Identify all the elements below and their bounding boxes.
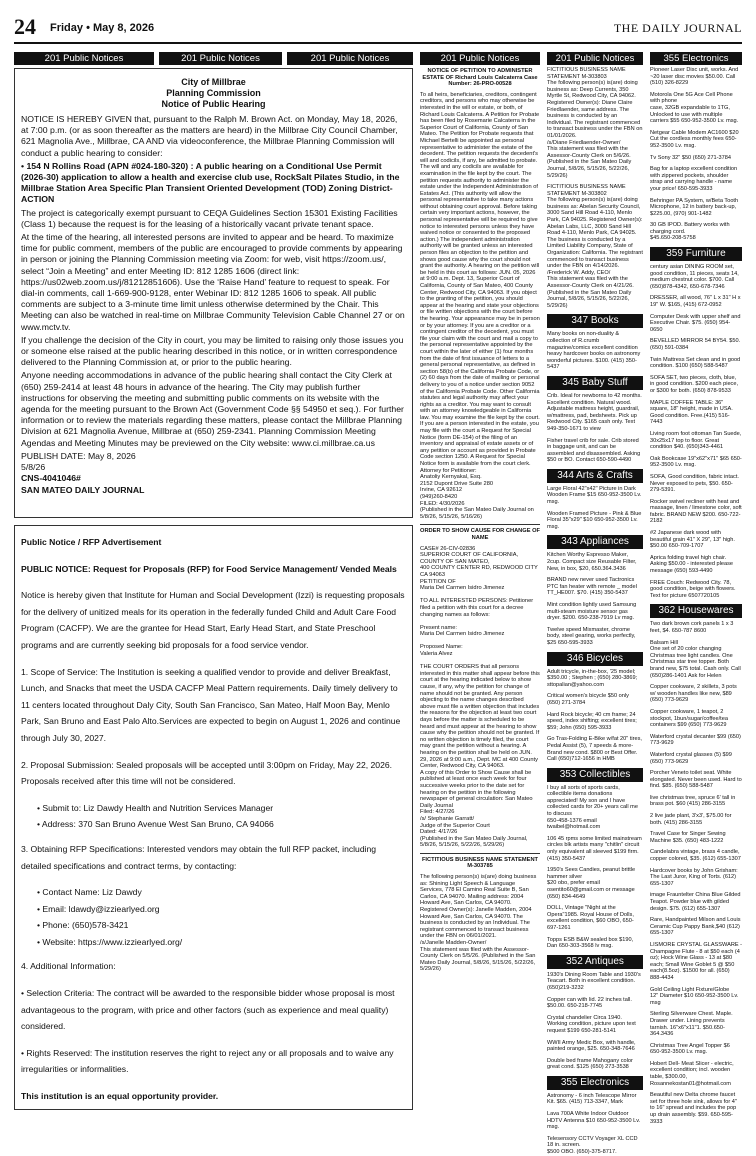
publish-date: PUBLISH DATE: May 8, 2026	[21, 450, 136, 461]
classified-ad: Aprica folding travel high chair. Asking $50.00 - interested please message (650) 593-4490	[650, 554, 734, 575]
notice-publication: SAN MATEO DAILY JOURNAL	[21, 484, 145, 495]
classified-ad: Go Tras-Folding E-Bike w/fat 20" tires, Pedal Assist (5), 7 speeds & more-Brand new cond. $800 or Best Offer. Call (650)712-1656 in HMB	[547, 736, 642, 763]
classified-ad: Pioneer Laser Disc unit, works. And ~20 laser disc movies $50.00. Call (510) 326-8229	[650, 67, 739, 87]
classified-ad: Twelve speed Mixmaster, chrome body, steel gearing, works perfectly, $25 650-595-3933	[547, 626, 636, 646]
classified-ad: Lava 700A White Indoor Outdoor HDTV Antenna $10 650-952-3500 Lv. msg.	[547, 1111, 641, 1131]
section-header: 362 Housewares	[650, 604, 742, 618]
classified-ad: Netgear Cable Modem AC1600 $20 Cut the cordless monthly fees 650-952-3500 Lv. msg.	[650, 129, 739, 149]
notice-code: CNS-4041046#	[21, 473, 81, 484]
classified-ad: 30 GB IPOD. Battery works with charging cord. $45.650-208-5758	[650, 222, 730, 242]
classified-ad: SOFA, Good condition, fabric intact. Never exposed to pets, $50. 650-279-5391.	[650, 473, 739, 494]
classified-ad: BRAND new never used Tactronics PTC fan heater with remote _ model TT_HE007. $70. (415) 350-5437	[547, 577, 637, 597]
classified-ad: Tv Sony 32" $50 (650) 271-3784	[650, 154, 731, 161]
rfp-contact-name: • Contact Name: Liz Dawdy	[37, 887, 142, 898]
page-date: Friday • May 8, 2026	[50, 22, 155, 34]
rfp-paragraph: 2. Proposal Submission: Sealed proposals will be accepted until 3:00pm on Friday, May 22, 2026. Proposals received after this time will not be considered.	[21, 759, 393, 787]
furniture-ads	[650, 264, 742, 599]
planning-commission-notice	[14, 68, 413, 518]
notice-heading: City of Millbrae	[181, 77, 246, 87]
notice-body: CASE# 26-CIV-02836 SUPERIOR COURT OF CALIFORNIA, COUNTY OF SAN MATEO, 400 COUNTY CENTER RD, REDWOOD CITY CA 94063 PETITION OF Maria Del Carmen Isidro Jimenez TO ALL INTERESTED PERSONS: Petitioner filed a petition with this court for a decree changing names as follows: Present name: Maria Del Carmen Isidro Jimenez Proposed Name: Valeria Alvez THE COURT ORDERS that all persons interested in this matter shall appear before this court at the hearing indicated below to show cause, if any, why the petition for change of name should not be granted. Any person objecting to the name changes described above must file a written objection that includes the reasons for the objection at least two court days before the matter is scheduled to be heard and must appear at the hearing to show cause why the petition should not be granted. If no written objection is timely filed, the court may grant the petition without a hearing. A hearing on the petition shall be held on JUN. 29, 2026 at 9:00 a.m., Dept. MC at 400 County Center, Redwood City, CA 94063. A copy of this Order to Show Cause shall be published at least once each week for four successive weeks prior to the date set for hearing on the petition in the following newspaper of general circulation: San Mateo Daily Journal Filed: 4/27/26 /s/ Stephanie Garratt/ Judge of the Superior Court Dated: 4/17/26 (Published in the San Mateo Daily Journal, 5/8/26, 5/15/26, 5/22/26, 5/29/26)	[420, 545, 540, 849]
notice-body: The following person(s) is(are) doing business as: Shining Light Speech & Language Services, 778 El Camino Real Suite B, San Carlos, CA 94070. Mailing address: 2004 Howard Ave, San Carlos, CA 94070. Registered Owner(s): Janelle Madden, 2004 Howard Ave, San Carlos, CA 94070. The business is conducted by an Individual. The registrant commenced to transact business under the FBN on 06/01/2021. /s/Janelle Madden-Owner/ This statement was filed with the Assessor-County Clerk on 5/5/26. (Published in the San Mateo Daily Journal, 5/8/26, 5/15/26, 5/22/26, 5/29/26)	[420, 874, 537, 973]
classified-ad: century asian DINING ROOM set, good condition, 11 pieces, seats 14, medium chestnut color. $700. Call (650)878-4342, 650-678-7346	[650, 264, 739, 290]
page-number: 24	[14, 14, 36, 39]
classified-ad: Adult tricycle, in-the-box, '25 model; $350.00 ; Stephen ; (650) 280-3869; sttopalian@yahoo.com	[547, 668, 638, 688]
classified-ad: Kitchen Worthy Espresso Maker, 2cup. Compact size Reusable Filter, New, in box, $20, 650.364.3436	[547, 552, 637, 572]
notice-paragraph: If you challenge the decision of the City in court, you may be limited to raising only those issues you or someone else raised at the public hearing described in this notice, or in written correspondence delivered to the Planning Commission at, or prior to the public hearing.	[21, 334, 404, 368]
classified-ad: Candelabra vintage, brass 4 candle, copper colored, $35. (612) 655-1307	[650, 849, 741, 863]
publication-name: THE DAILY JOURNAL	[613, 21, 742, 35]
right-classifieds-column	[650, 52, 743, 1125]
column-header: 201 Public Notices	[547, 52, 643, 65]
classified-ad: MAPLE COFFEE TABLE: 36" square, 18" height, made in USA. Good condition. Free.(415) 516-7443	[650, 399, 733, 426]
classified-ad: Waterford crystal glasses (5) $99 (650) 773-9629	[650, 751, 732, 765]
rfp-notice	[14, 525, 413, 1110]
rfp-paragraph: • Selection Criteria: The contract will be awarded to the responsible bidder whose proposal is most advantageous to the program, with price and other factors (such as experience and meal quality) considered.	[21, 988, 395, 1032]
section-header: 355 Electronics	[547, 1076, 643, 1090]
classified-ad: image Frauntelter China Blue Gilded Teapot. Powder blue with gilded design. $75. (612) 655-1307	[650, 892, 741, 912]
classified-ad: Sterling Silverware Chest. Maple. Drawer under. Lining prevents tarnish. 16"x6"x11"1. $50.650-364.3436	[650, 1011, 733, 1038]
notice-paragraph: Anyone needing accommodations in advance of the public hearing shall contact the City Clerk at (650) 259-2414 at least 48 hours in advance of the hearing. The City may publish further instructions for observing the meeting and submitting public comments on its website with the agenda for the meeting pursuant to the Brown Act (Government Code §§ 54950 et seq.). For further information or to review the materials regarding these matters, please contact the Millbrae Planning Division at 621 Magnolia Avenue, Millbrae at (650) 259-2341. Planning Commission Meeting Agendas and Meeting Minutes may be previewed on the City website: www.ci.millbrae.ca.us	[21, 370, 404, 448]
classified-ad: Behringer PA System, w/Beta Tooth Microphone, 12 in battery back-up, $225.00, (970) 901-1482	[650, 197, 739, 217]
publish-date-short: 5/8/26	[21, 462, 46, 473]
classified-ad: Living room foot ottoman Tan Suede, 30x25x17 top to floor. Great condition $40. (650)343-4461	[650, 430, 742, 451]
rfp-paragraph: 1. Scope of Service: The Institution is seeking a qualified vendor to provide and deliver Breakfast, Lunch, and Snacks that meet the USDA CACFP Meal Pattern requirements. Daily timely delivery to 11 centers located throughout Daly City, South San Francisco, San Mateo, Half Moon Bay, Menlo Park, San Bruno and East Palo Alto.Services are expected to begin on August 1, 2026 and continue through July 30, 2027.	[21, 666, 401, 743]
section-header: 344 Arts & Crafts	[547, 469, 643, 483]
notice-body: To all heirs, beneficiaries, creditors, contingent creditors, and persons who may otherwise be interested in the will or estate, or both, of Richard Louis Calcaterra. A Petition for Probate has been filed by Rosemarie Calcaterra in the Superior Court of California, County of San Mateo. The Petition for Probate requests that Michael Bertelli be appointed as personal representative to administer the estate of the decedent. The petition requests the decedent's will and codicils, if any, be admitted to probate. The will and any codicils are available for examination in the file kept by the court. The petition requests authority to administer the estate under the Independent Administration of Estates Act. (This authority will allow the personal representative to take many actions without obtaining court approval. Before taking certain very important actions, however, the personal representative will be required to give notice to interested persons unless they have waived notice or consented to the proposed action.) The independent administration authority will be granted unless an interested person files an objection to the petition and shows good cause why the court should not grant the authority. A hearing on the petition will be held in this court as follows: JUN. 05, 2026 at 9:00 a.m. Dept. 13, Superior Court of California, County of San Mateo, 400 County Center, Redwood City, CA 94063. If you object to the granting of the petition, you should appear at the hearing and state your objections or file written objections with the court before the hearing. Your appearance may be in person or by your attorney. If you are a creditor or a contingent creditor of the decedent, you must file your claim with the court and mail a copy to the personal representative appointed by the court within the later of either (1) four months from the date of first issuance of letters to a general personal representative, as defined in section 58(b) of the California Probate Code, or (2) 60 days from the date of mailing or personal delivery to you of a notice under section 9052 of the California Probate Code. Other California statutes and legal authority may affect your rights as a creditor. You may want to consult with an attorney knowledgeable in California law. You may examine the file kept by the court. If you are a person interested in the estate, you may file with the court a Request for Special Notice (form DE-154) of the filing of an inventory and appraisal of estate assets or of any petition or account as provided in Probate Code section 1250. A Request for Special Notice form is available from the court clerk. Attorney for Petitioner: Anatoliy Kernyakal, Esq. 2152 Dupont Drive Suite 280 Irvine, CA 92612 (949)260-8420 FILED: 4/30/2026 (Published in the San Mateo Daily Journal on 5/8/26, 5/15/26, 5/16/26)	[420, 91, 540, 520]
column-header: 201 Public Notices	[287, 52, 413, 65]
housewares-ads	[650, 621, 742, 1125]
notice-paragraph: At the time of the hearing, all interested persons are invited to appear and be heard. To maximize time for public comment, members of the public are encouraged to provide comments by appearing in person or joining the Planning Commission meeting via Zoom: for web, visit https://zoom.us/, select “Join a Meeting” and enter Meeting ID: 812 1285 1606 (direct link: https://us02web.zoom.us/j/81212851606). Use the ‘Raise Hand’ feature to request to speak. For dial-in comments, call 1-669-900-9128, enter Webinar ID: 812 1285 1606 to speak. All public comments are subject to a 3-minute time limit unless otherwise determined by the Chair. This Meeting can also be watched in real-time on Millbrae Community Television Cable Channel 27 or on www.mctv.tv.	[21, 232, 405, 332]
classified-ad: Waterford crystal decanter $99 (650) 773-9629	[650, 733, 741, 747]
classified-ad: Topps ESB B&W sealed box $190, Dan 650-303-3568 lv msg.	[547, 936, 634, 950]
classified-ad: Large Floral 42"x42" Picture in Dark Wooden Frame $15 650-952-3500 Lv. msg.	[547, 485, 642, 506]
classified-ad: Rare, Handpainted Milson and Louis Ceramic Cup Pappy Bank,$40 (612) 655-1307	[650, 917, 741, 937]
classified-ad: Christmas Tree Angel Topper $6 650-952-3500 Lv. msg.	[650, 1042, 730, 1056]
notice-paragraph: NOTICE IS HEREBY GIVEN that, pursuant to the Ralph M. Brown Act. on Monday, May 18, 2026, at 7:00 p.m. (or as soon thereafter as the matters are heard) in the Millbrae City Council Chamber, 621 Magnolia Ave., Millbrae, CA AND via videoconference, the Millbrae Planning Commission will conduct a public hearing to consider:	[21, 114, 398, 158]
rfp-paragraph: • Rights Reserved: The institution reserves the right to reject any or all proposals and to waive any irregularities or informalities.	[21, 1047, 394, 1075]
notice-paragraph: The project is categorically exempt pursuant to CEQA Guidelines Section 15301 Existing Facilities (Class 1) because the request is for the leasing of a historically vacant private tenant space.	[21, 207, 398, 229]
rfp-subtitle: PUBLIC NOTICE: Request for Proposals (RFP) for Food Service Management/ Vended Meals	[21, 563, 397, 574]
classified-ad: Oak Bookcase 19"x62"x71" $65 650-952-3500 Lv. msg.	[650, 455, 742, 469]
classified-ad: Rocker swivel recliner with heat and massage, linen / limestone color, soft fabric. BRAND NEW $200. 650-722-2182	[650, 498, 742, 525]
classified-sections	[547, 314, 643, 1155]
classified-ad: Double bed frame Mahogany color great cond. $125 (650) 273-3538	[547, 1057, 633, 1071]
classified-ad: #2 Japanese dark wood with beautiful grain 41" X 29", 13" high. $50.00 650-709-1707	[650, 530, 735, 550]
classified-ad: Critical women's bicycle $50 only (650) 271-3784	[547, 693, 629, 706]
notice-paragraph: • 154 N Rollins Road (APN #024-180-320) : A public hearing on a Conditional Use Permit (2026-30) application to allow a health and exercise club use, RockSalt Pilates Studio, in the Millbrae Station Area Specific Plan Transient Oriented Development (TOD) Zoning District-ACTION	[21, 160, 400, 205]
classified-ad: Crib. Ideal for newborns to 42 months. Excellent condition. Natural wood. Adjustable mattress height, guardrail, w/mattress, pad, bedsheets. Pick up Redwood City. $165 cash only. Text 949-350-1671 to view	[547, 392, 642, 432]
classified-ad: Mint condition lightly used Samsung multi-steam moisture sensor gas dryer. $200. 650-238-7919 Lv msg.	[547, 602, 637, 622]
rfp-contact-email: • Email: ldawdy@izziearlyed.org	[37, 903, 160, 914]
classified-ad: Fisher travel crib for sale. Crib stored in baggage unit, and can be assembled and disassembled. Asking $50 or BO. Contact 650-590-4490	[547, 437, 641, 464]
rfp-contact-website: • Website: https://www.izziearlyed.org/	[37, 936, 183, 947]
classified-ad: I buy all sorts of sports cards, collectible items donations appreciated! My son and I have collected cards for 20+ years call me to discuss 650-458-1376 email twaibel@hotmail.com	[547, 784, 638, 831]
classified-ad: BEVELLED MIRROR 54 BY54. $50. (650) 591-0384	[650, 338, 741, 351]
classified-ad: 1930's Dining Room Table and 1930's Teacart. Both in excellent condition. (650)219-3232	[547, 971, 641, 991]
classified-ad: FREE Couch: Redwood City. 78, good condition, beige with flowers. Text for picture 6507720105	[650, 579, 736, 599]
classified-ad: DOLL, Vintage "Night at the Opera"1985. Royal House of Dolls, excellent condition, $60 OBO, 650-697-1261	[547, 905, 634, 931]
classified-ad: Telesensory CCTV Voyager XL CCD 18 in. screen. $500 OBO. (650)-375-8717.	[547, 1135, 638, 1156]
rfp-submit-item: • Address: 370 San Bruno Avenue West San Bruno, CA 94066	[37, 819, 274, 830]
classified-ad: Crystal chandelier Circa 1940. Working condition, picture upon text request $199 650-281-5141	[547, 1014, 636, 1034]
section-header: 359 Furniture	[650, 247, 742, 261]
section-header: 353 Collectibles	[547, 768, 643, 782]
classified-ad: 106 45 rpms some limited mainstream circles blk artists many "chitlin" circuit only equivalent all sleeved $199 firm. (415) 350-5437	[547, 835, 642, 862]
classified-ad: Two dark brown cork panels 1 x 3 feet, $4. 650-787 8600	[650, 621, 734, 634]
classified-ad: Copper cookware, 2 skillets, 3 pots w/ wooden handles like new, $89 (650) 773-9629	[650, 684, 737, 704]
rfp-paragraph: 3. Obtaining RFP Specifications: Interested vendors may obtain the full RFP packet, including detailed specifications and contract terms, by contacting:	[21, 843, 377, 871]
classified-ad: SOFA SET, two pieces, cloth, blue, in good condition. $200 each piece, or $300 for both. (650) 878-9533	[650, 374, 739, 394]
classified-ad: Balsam Hill One set of 20 color changing Christmas tree light candles. One Christmas star tree topper. Both brand new, $75 total. Cash only. Call (650)286-1401 Ask for Helen	[650, 639, 741, 679]
column-header: 201 Public Notices	[159, 52, 282, 65]
notice-heading: ORDER TO SHOW CAUSE FOR CHANGE OF NAME	[420, 524, 540, 541]
classified-ad: 1950's Sees Candies, peanut brittle hammer silver $20 obo, prefer email osentito60@gmail.com or message (650) 834-4649	[547, 867, 636, 900]
classified-ad: Copper can with lid. 22 inches tall. $50.00. 650-218-7745	[547, 996, 632, 1010]
classified-ad: Porcher Veneto toilet seat. White elongated. Never been used. Hard to find. $85. (650) 588-5487	[650, 770, 742, 790]
column-header: 201 Public Notices	[420, 52, 540, 65]
electronics-ads	[650, 67, 742, 242]
notice-heading: Notice of Public Hearing	[161, 99, 266, 109]
rfp-paragraph: 4. Additional Information:	[21, 961, 116, 972]
masthead	[14, 16, 742, 44]
section-header: 343 Appliances	[547, 535, 643, 549]
classified-ad: Twin Mattress Set clean and in good condition. $100 (650) 588-5487	[650, 356, 741, 370]
column-header: 201 Public Notices	[14, 52, 154, 65]
notice-heading: FICTITIOUS BUSINESS NAME STATEMENT M-303785	[420, 853, 540, 870]
rfp-submit-item: • Submit to: Liz Dawdy Health and Nutrition Services Manager	[37, 802, 274, 813]
classified-ad: Travel Case for Singer Sewing Machine $35. (650) 483-1222	[650, 831, 726, 844]
classified-ad: Beautiful new Delta chrome faucet set for three hole sink, allows for 4" to 16" spread and includes the pop up drain assembly. $59. 650-595-3933	[650, 1092, 737, 1125]
classified-ad: 2 live jade plant, 3'x3', $75.00 for both. (415) 286-3155	[650, 813, 732, 826]
classified-ad: Hard Rock bicycle; 40 cm frame; 24 speed, index shifting; excellent tires; $59; John (650) 595-3933	[547, 711, 637, 731]
classified-ad: Hardcover books by John Grisham: The Last Juror, King of Torts. (612) 655-1307	[650, 867, 738, 887]
section-header: 347 Books	[547, 314, 643, 328]
classified-ad: live christmas tree, spruce 6' tall in brass pot. $60 (415) 286-3155	[650, 794, 736, 808]
classified-ad: Computer Desk with upper shelf and Executive Chair. $75. (650) 954-0650	[650, 313, 741, 333]
classified-ad: Motorola One 5G Ace Cell Phone with phone case, 32GB expandable to 1TG, Unlocked to use with multiple carriers $55 650-952-3500 Lv. msg.	[650, 91, 739, 125]
notice-heading: Planning Commission	[166, 88, 261, 98]
classified-ad: DRESSER, all wood, 76" L x 31" H x 19" W. $165, (415) 672-0952	[650, 295, 741, 309]
rfp-paragraph: Notice is hereby given that Institute for Human and Social Development (Izzi) is requesting proposals for the delivery of unitized meals for its operation in the federally funded Child and Adult Care Food Program (CACFP). We are the grantee for Head Start, Early Head Start, and State Preschool programs and are currently seeking bid proposals for a food service vendor.	[21, 590, 405, 650]
section-header: 352 Antiques	[547, 955, 643, 969]
classified-ad: LISMORE CRYSTAL GLASSWARE - Champagne Flute - 8 at $50 each (4 oz); Hock Wine Glass - 13 at $80 each; Small Wine Goblet 5 @ $50 each(8.5oz). $1500 for all. (650) 888-4434	[650, 941, 743, 981]
column-header: 355 Electronics	[650, 52, 742, 65]
notice-heading: NOTICE OF PETITION TO ADMINISTER ESTATE OF Richard Louis Calcaterra Case Number: 26-PRO-00528	[422, 68, 538, 88]
rfp-contact-phone: • Phone: (650)578-3421	[37, 920, 129, 931]
classified-ad: Bag for a laptop excellent condition with zippered pockets, shoulder strap and carrying handle - name your price! 650-595-3933	[650, 166, 738, 192]
classified-ad: Gold Ceiling Light Fixture/Globe 12" Diameter $10 650-952-3500 Lv. msg	[650, 986, 739, 1006]
classified-ad: Hobert Dell- Meat Slicer - electric, excellent condition; incl. wooden table, $300.00, Rosannekostan01@hotmail.com	[650, 1060, 734, 1087]
section-header: 345 Baby Stuff	[547, 376, 643, 390]
fbn-ads	[547, 67, 643, 309]
rfp-title: Public Notice / RFP Advertisement	[21, 537, 162, 547]
classified-ad: FICTITIOUS BUSINESS NAME STATEMENT M-303802 The following person(s) is(are) doing business as: Abelan Security Council, 3000 Sand Hill Road 4-110, Menlo Park, CA 94025. Registered Owner(s): Abelan Labs, LLC, 3000 Sand Hill Road 4-110, Menlo Park, CA 94025. The business is conducted by a Limited Liability Company, State of Organization: California. The registrant commenced to transact business under the FBN on 4/14/2026. /Frederick W. Addy, CEO/ This statement was filed with the Assessor-County Clerk on 4/21/26. (Published in the San Mateo Daily Journal, 5/8/26, 5/15/26, 5/22/26, 5/29/26)	[547, 184, 643, 309]
section-header: 346 Bicycles	[547, 652, 643, 666]
classified-ad: Many books on non-duality & collection of R.crumb magazine/comics excellent condition heavy hardcover books on astronomy wonderful pictures. $100. (415) 350-5437	[547, 331, 641, 371]
classified-ad: Astronomy - 6 inch Telescope Mirror Kit. $65. (415) 713-3347, Mark	[547, 1092, 637, 1106]
classified-ad: Copper cookware, 1 teapot, 2 stockpot, 1bun/sugar/coffee/tea containers $99 (650) 773-9629	[650, 708, 728, 729]
classified-ad: FICTITIOUS BUSINESS NAME STATEMENT M-303803 The following person(s) is(are) doing business as: Deep Currents, 350 Myrtle St, Redwood City, CA 94062. Registered Owner(s): Diane Claire Friedlaender, same address. The business is conducted by an Individual. The registrant commenced to transact business under the FBN on 01/01/2026. /s/Diane Friedlaender-Owner/ This statement was filed with the Assessor-County Clerk on 5/6/26. (Published in the San Mateo Daily Journal, 5/8/26, 5/15/26, 5/22/26, 5/29/26)	[547, 67, 643, 179]
classified-ad: WWII Army Medic Box, with handle, painted orange, $25. 650-348-7646	[547, 1039, 636, 1053]
rfp-closing: This institution is an equal opportunity provider.	[21, 1091, 219, 1102]
classified-ad: Wooden Framed Picture - Pink & Blue Floral 35"x29" $10 650-952-3500 Lv. msg.	[547, 510, 642, 530]
classifieds-column	[547, 52, 643, 1156]
petition-column	[420, 52, 540, 1110]
